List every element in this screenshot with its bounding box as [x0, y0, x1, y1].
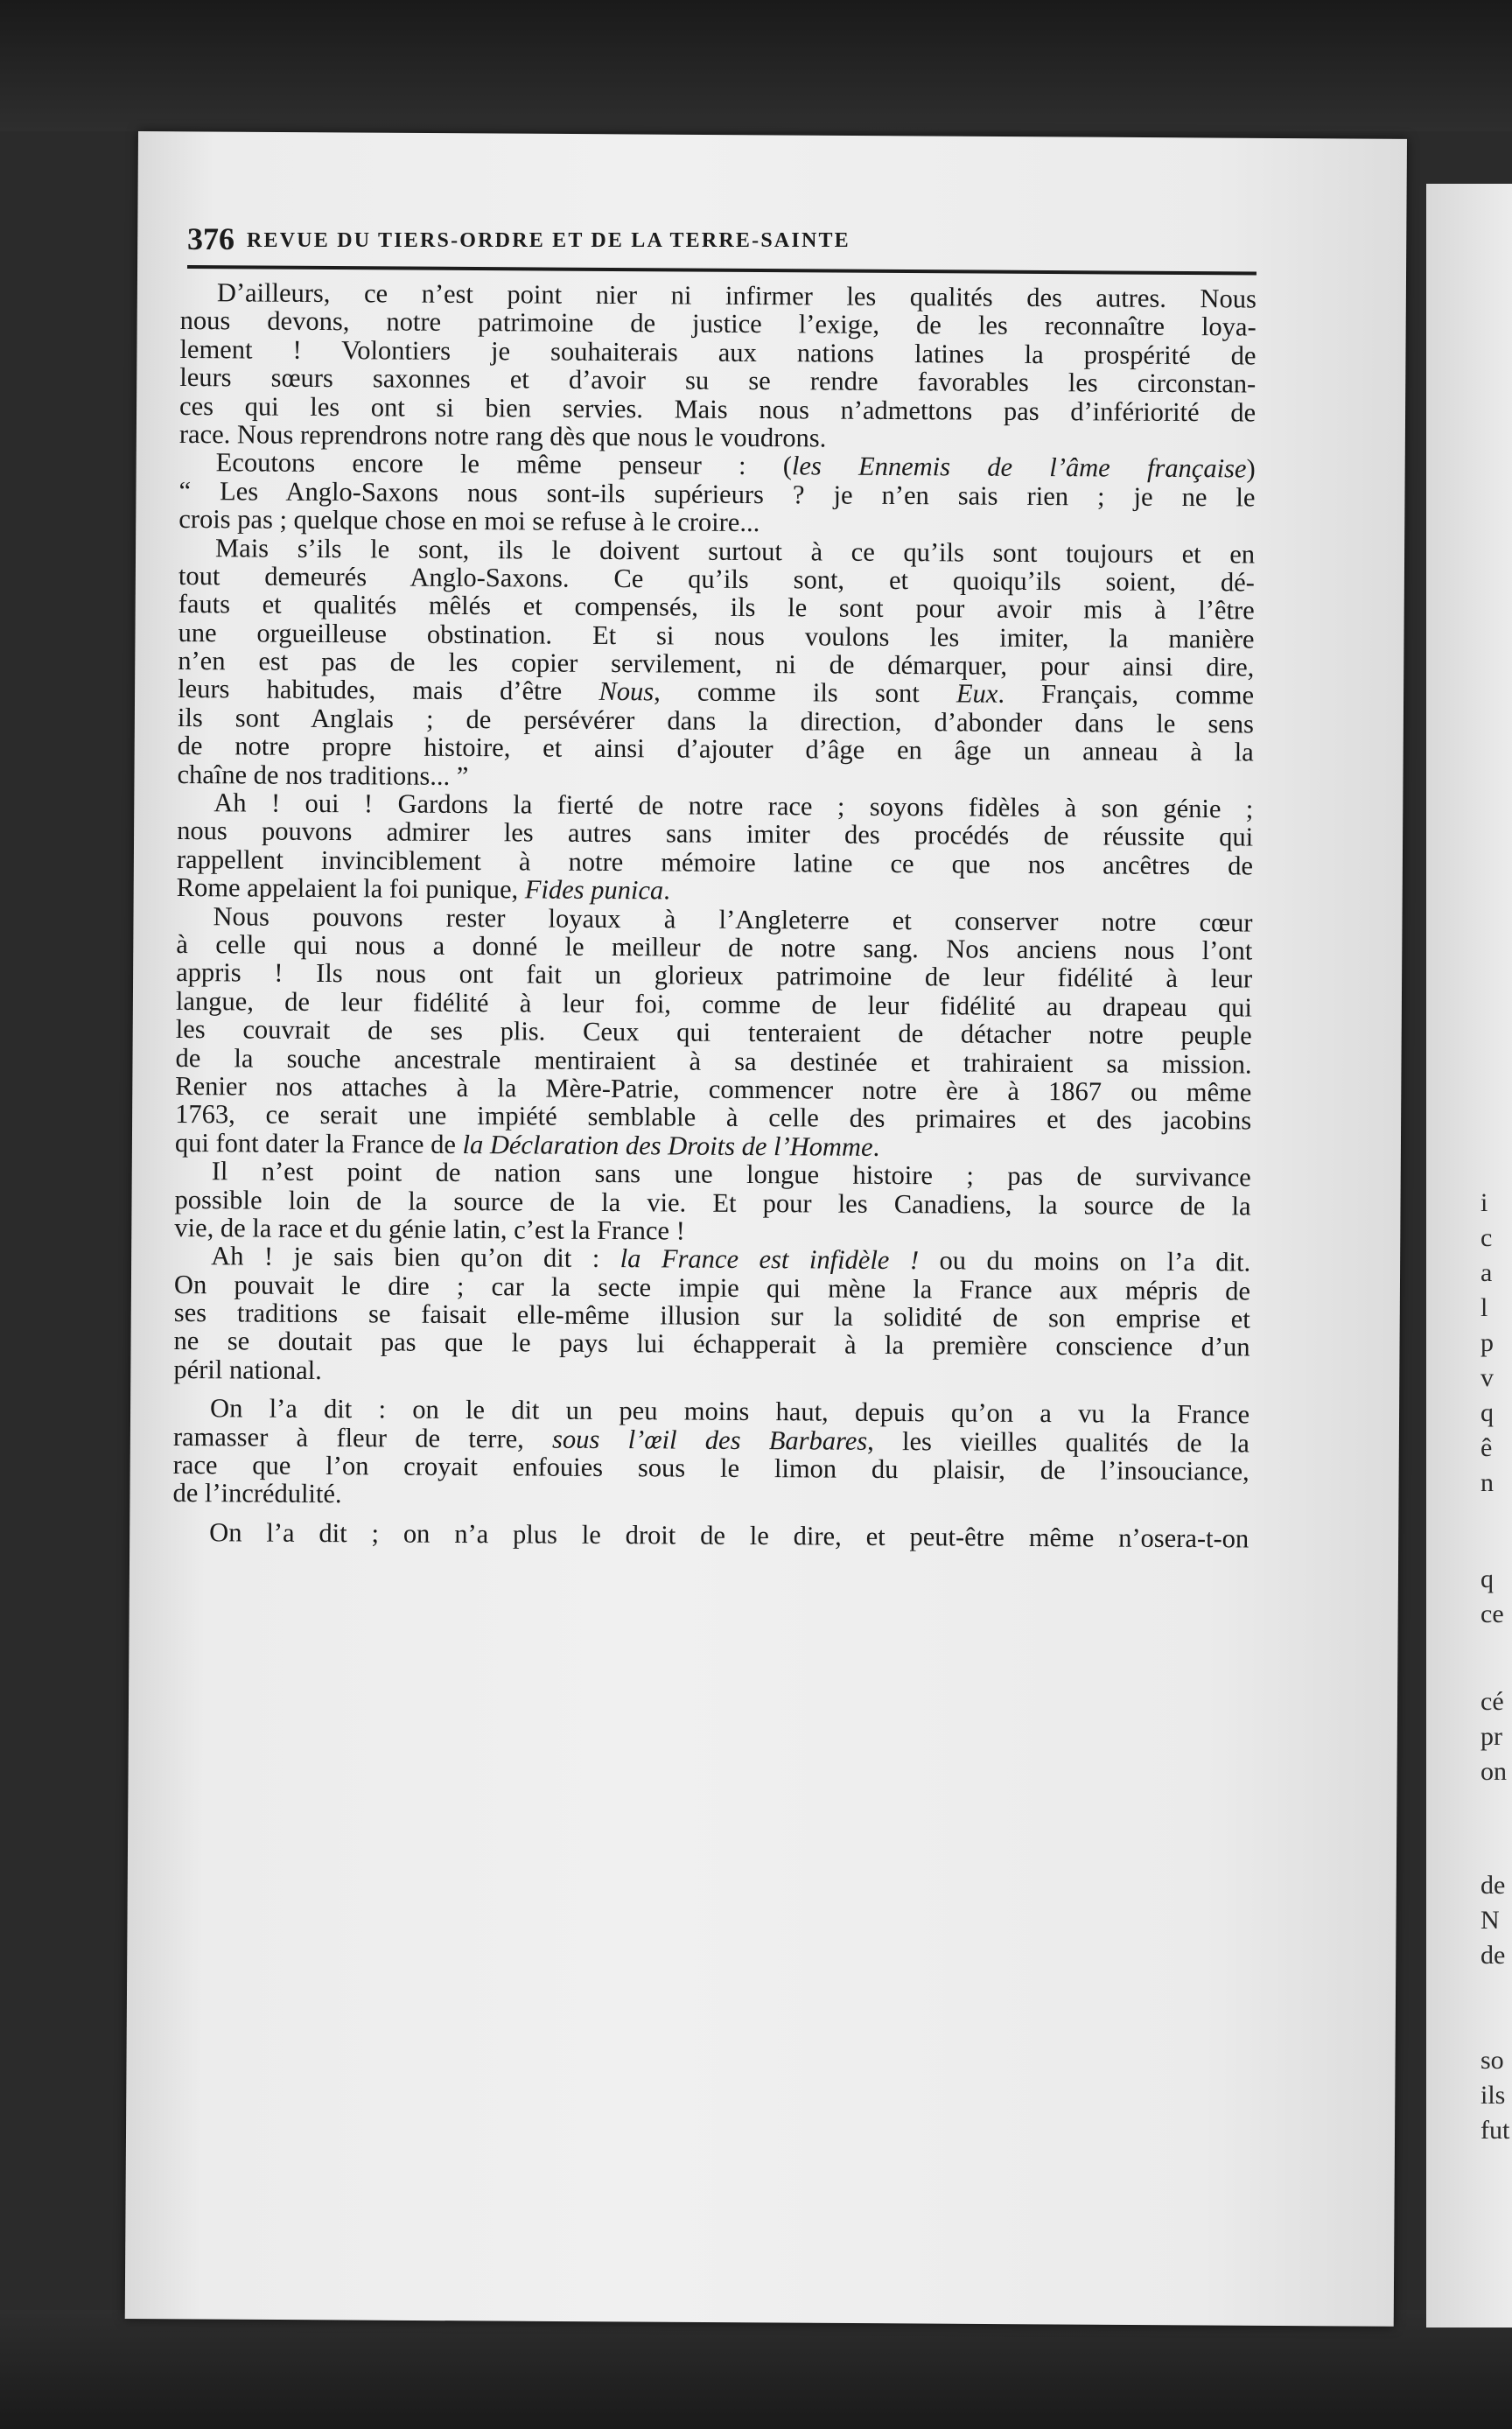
italic-phrase: sous l’œil des Barbares	[552, 1424, 868, 1456]
text-line: race. Nous reprendrons notre rang dès que nous le voudrons.	[178, 418, 827, 453]
text-line: péril national.	[173, 1354, 322, 1385]
text-segment: qui font dater la France de	[174, 1127, 463, 1159]
text-segment: Ah ! je sais bien qu’on dit :	[211, 1241, 620, 1274]
adjacent-text-fragment: on	[1480, 1757, 1507, 1786]
italic-phrase: Eux	[956, 678, 998, 710]
adjacent-text-fragment: l	[1480, 1293, 1488, 1322]
adjacent-text-fragment: N	[1480, 1906, 1500, 1935]
text-line: chaîne de nos traditions... ”	[177, 759, 469, 791]
text-segment: )	[1246, 453, 1256, 484]
text-line: leurs sœurs saxonnes et d’avoir su se rendre favorables les circonstan-	[179, 362, 1256, 399]
text-line: langue, de leur fidélité à leur foi, comme de leur fidélité au drapeau qui	[175, 985, 1253, 1023]
italic-phrase: la France est infidèle !	[620, 1243, 920, 1276]
text-line: crois pas ; quelque chose en moi se refuse à le croire...	[178, 504, 760, 538]
italic-phrase: les Ennemis de l’âme française	[791, 451, 1247, 484]
adjacent-text-fragment: ils	[1480, 2081, 1506, 2110]
article-body	[172, 278, 1256, 1553]
text-line: appris ! Ils nous ont fait un glorieux patrimoine de leur fidélité à leur	[176, 957, 1253, 994]
adjacent-text-fragment: cé	[1480, 1687, 1504, 1716]
text-line: ne se doutait pas que le pays lui échapperait à la première conscience d’un	[173, 1326, 1250, 1362]
adjacent-text-fragment: de	[1480, 1941, 1506, 1970]
text-line: nous pouvons admirer les autres sans imiter des procédés de réussite qui	[177, 816, 1254, 852]
text-line: lement ! Volontiers je souhaiterais aux nations latines la prospérité de	[179, 333, 1256, 371]
text-segment: ramasser à fleur de terre,	[172, 1421, 553, 1454]
text-line: race que l’on croyait enfouies sous le limon du plaisir, de l’insouciance,	[172, 1449, 1250, 1487]
adjacent-text-fragment: q	[1480, 1564, 1494, 1593]
adjacent-text-fragment: i	[1480, 1188, 1488, 1217]
text-line: Ah ! oui ! Gardons la fierté de notre race ; soyons fidèles à son génie ;	[214, 788, 1254, 824]
page-number: 376	[187, 221, 234, 256]
text-segment: Ecoutons encore le même penseur : (	[215, 447, 793, 481]
text-line: On l’a dit ; on n’a plus le droit de le dire, et peut-être même n’osera-t-on	[209, 1517, 1250, 1554]
text-line: ces qui les ont si bien servies. Mais nous n’admettons pas d’infériorité de	[179, 390, 1256, 428]
adjacent-text-fragment: c	[1480, 1223, 1493, 1252]
text-segment: leurs habitudes, mais d’être	[178, 674, 599, 707]
adjacent-text-fragment: a	[1480, 1258, 1493, 1287]
adjacent-text-fragment: fut	[1480, 2116, 1510, 2145]
text-segment: . Français, comme	[998, 679, 1255, 710]
text-line: ils sont Anglais ; de persévérer dans la direction, d’abonder dans le sens	[177, 702, 1255, 739]
text-line: n’en est pas de les copier servilement, ni de démarquer, pour ainsi dire,	[178, 646, 1255, 682]
italic-phrase: Fides punica	[524, 874, 664, 906]
text-line: tout demeurés Anglo-Saxons. Ce qu’ils sont, et quoiqu’ils soient, dé-	[178, 560, 1256, 598]
text-line: On l’a dit : on le dit un peu moins haut, depuis qu’on a vu la France	[210, 1393, 1250, 1430]
text-line: de l’incrédulité.	[172, 1478, 342, 1509]
text-line: On pouvait le dire ; car la secte impie qui mène la France aux mépris de	[173, 1269, 1251, 1306]
adjacent-text-fragment: ê	[1480, 1433, 1493, 1462]
text-line: D’ailleurs, ce n’est point nier ni infirmer les qualités des autres. Nous	[216, 277, 1256, 314]
text-line: Nous pouvons rester loyaux à l’Angleterre et conserver notre cœur	[213, 900, 1253, 938]
text-line: ses traditions se faisait elle-même illusion sur la solidité de son emprise et	[173, 1298, 1250, 1334]
adjacent-page-edge	[1426, 184, 1512, 2328]
text-line: de notre propre histoire, et ainsi d’ajouter d’âge en âge un anneau à la	[177, 731, 1254, 767]
adjacent-text-fragment: so	[1480, 2046, 1504, 2075]
text-segment: , les vieilles qualités de la	[867, 1425, 1250, 1459]
text-segment: ou du moins on l’a dit.	[918, 1245, 1251, 1278]
adjacent-text-fragment: q	[1480, 1398, 1494, 1427]
italic-phrase: la Déclaration des Droits de l’Homme	[462, 1129, 873, 1162]
text-line: 1763, ce serait une impiété semblable à celle des primaires et des jacobins	[175, 1099, 1252, 1136]
text-segment: Rome appelaient la foi punique,	[176, 872, 525, 905]
text-line: vie, de la race et du génie latin, c’est la France !	[174, 1212, 685, 1246]
journal-title: REVUE DU TIERS-ORDRE ET DE LA TERRE-SAINTE	[247, 229, 850, 252]
text-segment: .	[872, 1131, 880, 1162]
text-line: possible loin de la source de la vie. Et pour les Canadiens, la source de la	[174, 1184, 1251, 1221]
adjacent-text-fragment: v	[1480, 1363, 1494, 1392]
text-line: une orgueilleuse obstination. Et si nous voulons les imiter, la manière	[178, 617, 1255, 654]
running-head	[187, 220, 1255, 259]
text-line: rappellent invinciblement à notre mémoire latine ce que nos ancêtres de	[176, 844, 1254, 881]
text-line: Renier nos attaches à la Mère-Patrie, commencer notre ère à 1867 ou même	[175, 1070, 1252, 1108]
adjacent-text-fragment: n	[1480, 1468, 1494, 1497]
text-line: nous devons, notre patrimoine de justice l’exige, de les reconnaître loya-	[179, 305, 1256, 342]
text-line: à celle qui nous a donné le meilleur de notre sang. Nos anciens nous l’ont	[176, 928, 1253, 966]
adjacent-text-fragment: ce	[1480, 1600, 1504, 1628]
adjacent-text-fragment: pr	[1480, 1722, 1502, 1751]
text-line: les couvrait de ses plis. Ceux qui tenteraient de détacher notre peuple	[175, 1014, 1252, 1051]
text-line: Mais s’ils le sont, ils le doivent surtout à ce qu’ils sont toujours et en	[215, 532, 1256, 570]
adjacent-text-fragment: p	[1480, 1328, 1494, 1357]
text-line: Il n’est point de nation sans une longue histoire ; pas de survivance	[211, 1156, 1251, 1193]
adjacent-text-fragment: de	[1480, 1871, 1506, 1900]
text-segment: .	[663, 875, 670, 906]
text-line: fauts et qualités mêlés et compensés, ils le sont pour avoir mis à l’être	[178, 589, 1255, 626]
text-segment: , comme ils sont	[654, 676, 957, 709]
italic-phrase: Nous	[598, 676, 654, 707]
film-border-bottom	[0, 2310, 1512, 2429]
text-line: “ Les Anglo-Saxons nous sont-ils supérieurs ? je n’en sais rien ; je ne le	[178, 475, 1256, 513]
film-border-top	[0, 0, 1512, 131]
text-line: de la souche ancestrale mentiraient à sa destinée et trahiraient sa mission.	[175, 1042, 1252, 1080]
